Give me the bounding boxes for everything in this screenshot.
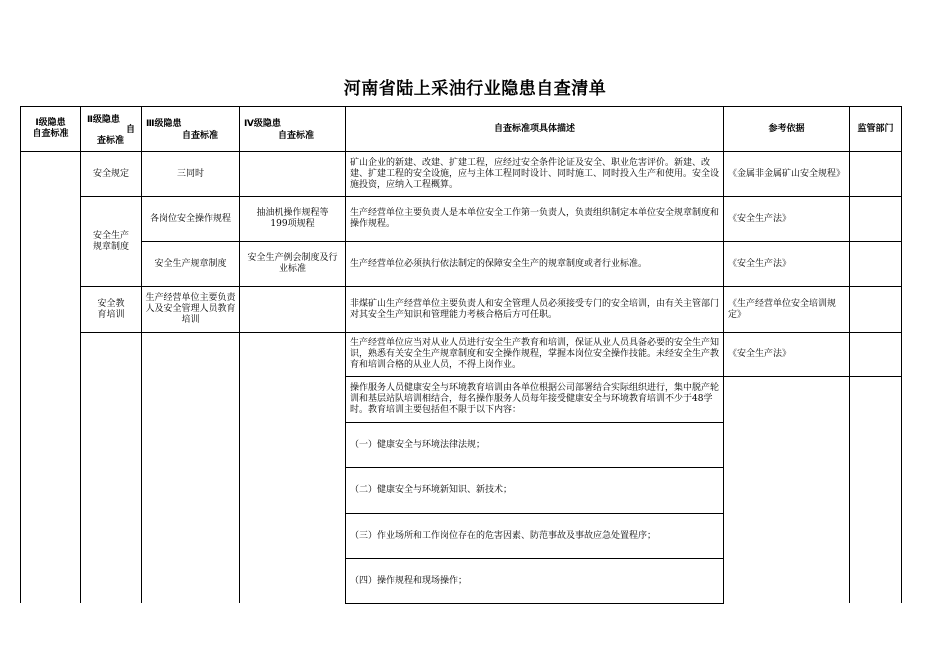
row2-reference: 《安全生产法》 (723, 196, 850, 242)
row8-description: （二）健康安全与环境新知识、新技术； (345, 467, 724, 514)
row2-level2: 安全生产规章制度 (80, 196, 142, 287)
row4-level4 (239, 286, 346, 333)
department-right-border (901, 332, 902, 603)
row1-level3: 三同时 (141, 151, 240, 197)
lower-level4 (239, 332, 346, 603)
row3-level4: 安全生产例会制度及行业标准 (239, 241, 346, 287)
row3-level3: 安全生产规章制度 (141, 241, 240, 287)
row1-reference: 《金属非金属矿山安全规程》 (723, 151, 850, 197)
header-reference: 参考依据 (723, 106, 850, 152)
row5-reference: 《安全生产法》 (723, 332, 850, 377)
header-level2-c: 查标准 (97, 136, 125, 146)
page-title: 河南省陆上采油行业隐患自查清单 (343, 79, 607, 99)
header-level3 (141, 106, 240, 152)
row5-description: 生产经营单位应当对从业人员进行安全生产教育和培训，保证从业人员具备必要的安全生产知识，熟悉有关安全生产规章制度和安全操作规程，掌握本岗位安全操作技能。未经安全生产教育和培训合格的从业人员，不得上岗作业。 (345, 332, 724, 377)
lower-level3 (141, 332, 240, 603)
header-level4-b: 自查标准 (278, 131, 315, 141)
row4-department (849, 286, 902, 333)
row7-description: （一）健康安全与环境法律法规； (345, 422, 724, 468)
header-level1: Ⅰ级隐患 自查标准 (20, 106, 81, 152)
row1-level4 (239, 151, 346, 197)
row9-description: （三）作业场所和工作岗位存在的危害因素、防范事故及事故应急处置程序； (345, 513, 724, 559)
row4-level3: 生产经营单位主要负责人及安全管理人员教育培训 (141, 286, 240, 333)
header-level4-a: Ⅳ级隐患 (244, 119, 281, 129)
row2-level3: 各岗位安全操作规程 (141, 196, 240, 242)
row2-level4: 抽油机操作规程等199项规程 (239, 196, 346, 242)
row10-description: （四）操作规程和现场操作； (345, 558, 724, 604)
header-level3-b: 自查标准 (182, 131, 219, 141)
row2-description: 生产经营单位主要负责人是本单位安全工作第一负责人，负责组织制定本单位安全规章制度和操作规程。 (345, 196, 724, 242)
row3-description: 生产经营单位必须执行依法制定的保障安全生产的规章制度或者行业标准。 (345, 241, 724, 287)
lower-level2 (80, 332, 142, 603)
row1-department (849, 151, 902, 197)
row4-description: 非煤矿山生产经营单位主要负责人和安全管理人员必须接受专门的安全培训，由有关主管部门对其安全生产知识和管理能力考核合格后方可任职。 (345, 286, 724, 333)
header-level2-b: 自 (125, 125, 135, 135)
row6-description: 操作服务人员健康安全与环境教育培训由各单位根据公司部署结合实际组织进行，集中脱产轮训和基层站队培训相结合，每名操作服务人员每年接受健康安全与环境教育培训不少于48学时。教育培训主要包括但不限于以下内容： (345, 376, 724, 423)
row3-reference: 《安全生产法》 (723, 241, 850, 287)
header-level3-a: Ⅲ级隐患 (146, 119, 182, 129)
row3-department (849, 241, 902, 287)
header-level2 (80, 106, 142, 152)
row2-department (849, 196, 902, 242)
header-department: 监管部门 (849, 106, 902, 152)
reference-right-border (849, 376, 850, 603)
row4-reference: 《生产经营单位安全培训规定》 (723, 286, 850, 333)
header-level4 (239, 106, 346, 152)
header-level2-a: Ⅱ级隐患 (87, 115, 120, 125)
level1-cell (20, 151, 81, 603)
row5-department-bottom (849, 376, 902, 377)
row1-level2: 安全规定 (80, 151, 142, 197)
row4-level2: 安全教育培训 (80, 286, 142, 333)
header-description: 自查标准项具体描述 (345, 106, 724, 152)
row1-description: 矿山企业的新建、改建、扩建工程，应经过安全条件论证及安全、职业危害评价。新建、改建、扩建工程的安全设施，应与主体工程同时设计、同时施工、同时投入生产和使用。安全设施投资，应纳入工程概算。 (345, 151, 724, 197)
